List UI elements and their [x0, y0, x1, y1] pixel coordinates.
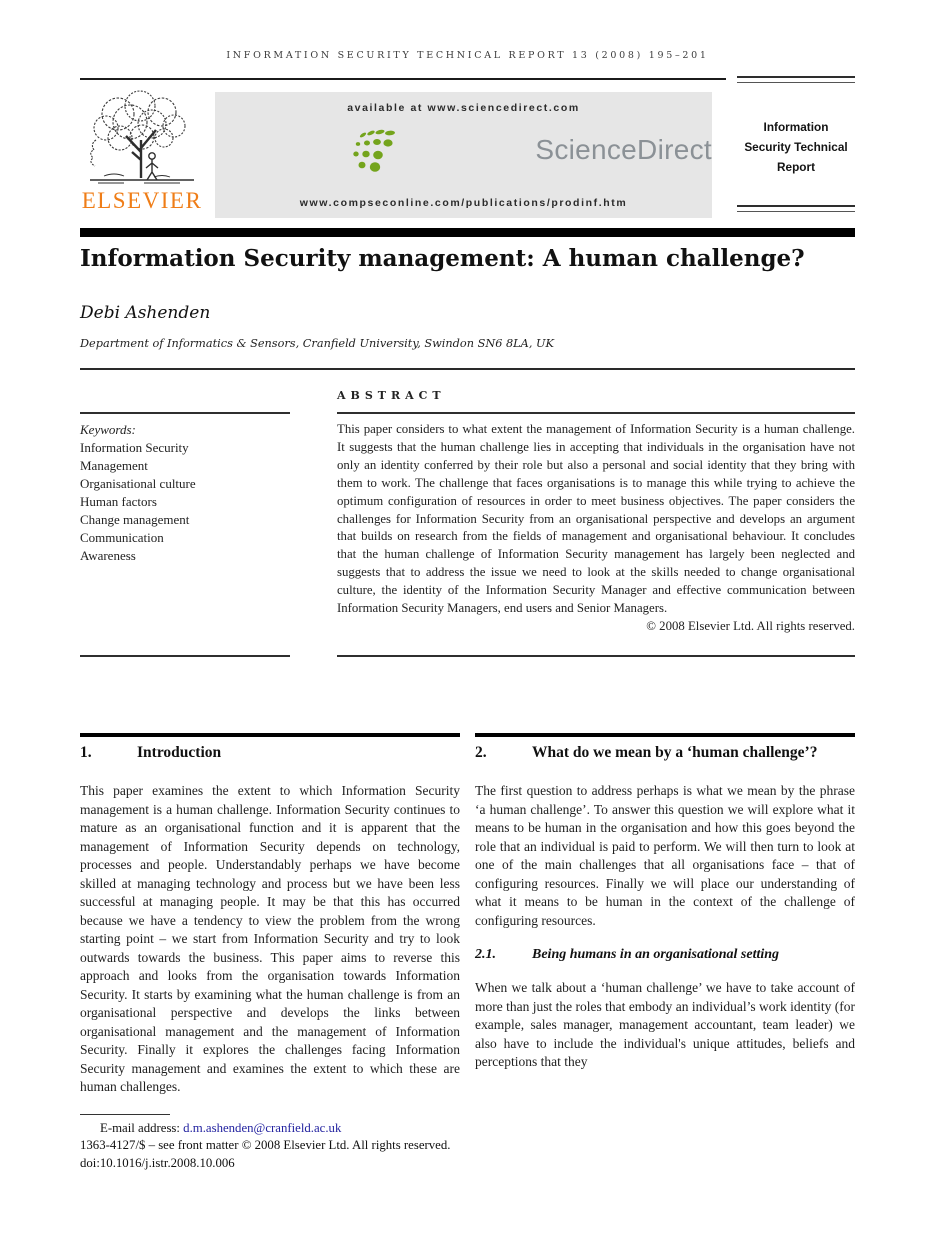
- header-rule: [80, 78, 726, 80]
- human-challenge-paragraph: The first question to address perhaps is what we mean by the phrase ‘a human challenge’. To answer this question we will explore what it means to be human in the organisation and how this goes beyond the role that an individual is paid to perform. We will then turn to look at one of the main challenges that all organisations face – that of configuring resources. Finally we will place our understanding of what it means to be human in the context of the challenge of configuring resources.: [475, 783, 855, 928]
- journal-name-line: Report: [776, 160, 815, 174]
- subsection-number: 2.1.: [475, 947, 496, 962]
- keyword: Change management: [80, 512, 190, 527]
- subsection-heading-being-humans: [475, 947, 855, 963]
- section-rule: [80, 733, 460, 737]
- abstract-heading: ABSTRACT: [337, 389, 446, 402]
- sciencedirect-dots-icon: [347, 127, 399, 173]
- journal-name-line: Security Technical: [744, 140, 848, 154]
- subsection-title: Being humans in an organisational setting: [532, 947, 780, 962]
- abstract-rule-top: [337, 412, 855, 414]
- sciencedirect-wordmark: ScienceDirect: [535, 134, 712, 165]
- keyword: Awareness: [80, 548, 136, 563]
- abstract-top-rule: [80, 368, 855, 370]
- abstract-text: This paper considers to what extent the management of Information Security is a human challenge. It suggests that the human challenge lies in accepting that individuals in the organisation have not only an identity conferred by their role but also a personal and social identity that they bring with them to work. The challenge that faces organisations is to manage this while trying to achieve the optimum configuration of resources in order to meet business objectives. The paper considers the challenges for Information Security from an organisational perspective and develops an argument that builds on research from the fields of management and organisational behaviour. It concludes that the human challenge of Information Security management has largely been neglected and suggests that to address the issue we need to look at the skills needed to change organisational culture, the identity of the Information Security Manager and effective communication between Information Security Managers, end users and Senior Managers.: [337, 422, 855, 616]
- email-label: E-mail address:: [100, 1121, 180, 1135]
- elsevier-logo: [80, 90, 204, 218]
- title-separator-bar: [80, 228, 855, 237]
- keyword: Information Security: [80, 440, 189, 455]
- journal-name-line: Information: [763, 120, 829, 134]
- keyword: Human factors: [80, 494, 157, 509]
- abstract-text-block: [337, 421, 855, 636]
- running-head: INFORMATION SECURITY TECHNICAL REPORT 13 (2008) 195–201: [226, 50, 709, 61]
- section-rule: [475, 733, 855, 737]
- abstract-rule-bottom: [337, 655, 855, 657]
- available-at-text: available at www.sciencedirect.com: [347, 102, 580, 114]
- section-title: What do we mean by a ‘human challenge’?: [532, 744, 818, 761]
- section-number: 1.: [80, 744, 92, 761]
- section-number: 2.: [475, 744, 487, 761]
- section-heading-human-challenge: [475, 742, 855, 763]
- doi-line: doi:10.1016/j.istr.2008.10.006: [80, 1155, 235, 1170]
- introduction-paragraph: This paper examines the extent to which Information Security management is a human challenge. Information Security continues to mature as an organisational function and it is apparent that the management of Information Security depends on technology, processes and people. Understandably perhaps we have become skilled at managing technology and process but we have been less successful at managing people. It may be that this has occurred because we have a tendency to view the problem from the wrong starting point – we start from Information Security and try to look outwards towards the business. This paper aims to reverse this approach and looks from the organisation towards Information Security. It starts by examining what the human challenge is from an organisational perspective and develops the links between organisational management and the management of Information Security. Finally it explores the challenges facing Information Security management and examines the extent to which these are human challenges.: [80, 783, 460, 1094]
- left-column: [80, 733, 460, 1097]
- elsevier-tree-icon: [84, 90, 200, 186]
- keywords-block: [80, 421, 310, 565]
- email-link[interactable]: d.m.ashenden@cranfield.ac.uk: [183, 1121, 342, 1135]
- elsevier-wordmark: ELSEVIER: [81, 188, 203, 213]
- keyword: Communication: [80, 530, 164, 545]
- being-humans-paragraph: When we talk about a ‘human challenge’ we have to take account of more than just the roles that embody an individual’s work identity (for example, sales manager, management accountant, team leader) we also have to include the individual's unique attitudes, beliefs and perceptions that they: [475, 980, 855, 1069]
- article-title: Information Security management: A human challenge?: [80, 245, 805, 272]
- author-affiliation: Department of Informatics & Sensors, Cranfield University, Swindon SN6 8LA, UK: [80, 337, 554, 350]
- publisher-url: www.compseconline.com/publications/prodinf.htm: [299, 197, 628, 209]
- right-column: [475, 733, 855, 1072]
- keywords-label: Keywords:: [80, 422, 136, 437]
- keyword: Management: [80, 458, 148, 473]
- section-heading-introduction: [80, 742, 460, 763]
- section-title: Introduction: [137, 744, 222, 761]
- sciencedirect-banner: [215, 92, 712, 218]
- author-name: Debi Ashenden: [80, 303, 211, 323]
- footnote-rule: [80, 1114, 170, 1115]
- journal-name-box: [737, 76, 855, 212]
- double-rule-bottom: [737, 205, 855, 212]
- keywords-rule-bottom: [80, 655, 290, 657]
- double-rule-top: [737, 76, 855, 83]
- front-matter-line: 1363-4127/$ – see front matter © 2008 Elsevier Ltd. All rights reserved.: [80, 1138, 451, 1153]
- abstract-copyright: © 2008 Elsevier Ltd. All rights reserved.: [646, 618, 855, 633]
- keyword: Organisational culture: [80, 476, 196, 491]
- keywords-rule-top: [80, 412, 290, 414]
- footnote-block: [80, 1114, 600, 1172]
